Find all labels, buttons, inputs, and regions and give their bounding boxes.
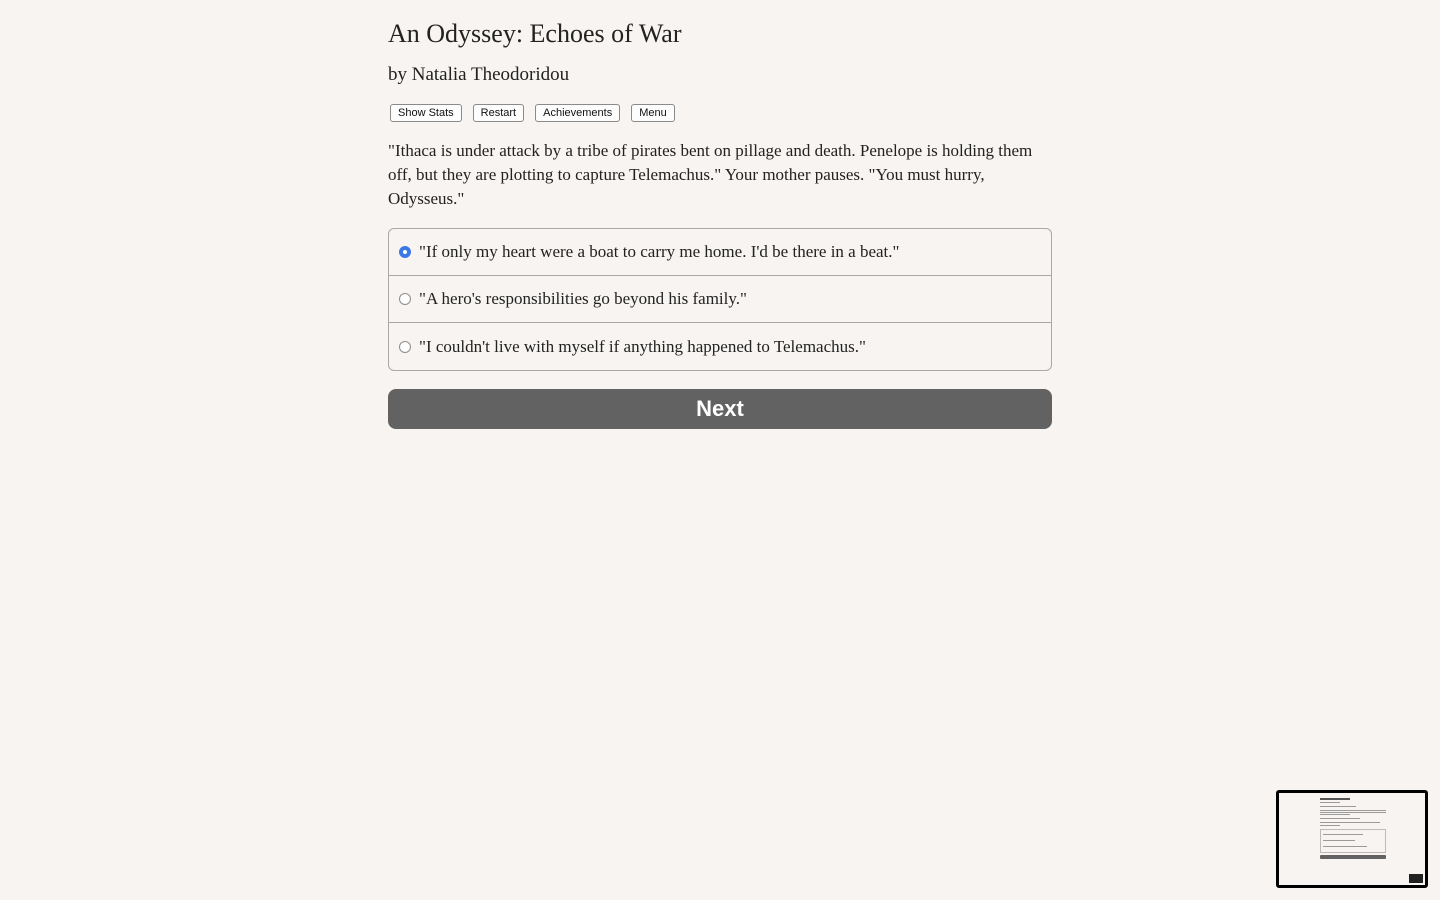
page-thumbnail-preview[interactable] — [1276, 790, 1428, 888]
thumb-text-line — [1320, 818, 1360, 819]
choice-label: "I couldn't live with myself if anything happened to Telemachus." — [419, 336, 866, 356]
thumb-text-line — [1320, 822, 1380, 823]
story-title: An Odyssey: Echoes of War — [388, 19, 682, 48]
menu-button[interactable]: Menu — [631, 104, 675, 122]
thumb-next-button — [1320, 855, 1386, 859]
choice-label: "If only my heart were a boat to carry me home. I'd be there in a beat." — [419, 242, 900, 261]
choice-list — [388, 228, 1052, 371]
thumb-choice-line — [1323, 834, 1363, 835]
radio-icon[interactable] — [399, 293, 411, 305]
achievements-button[interactable]: Achievements — [535, 104, 620, 122]
narrative-text: "Ithaca is under attack by a tribe of pirates bent on pillage and death. Penelope is holding them off, but they are plotting to capture Telemachus." Your mother pauses. "You must hurry, Odysseus." — [388, 141, 1033, 208]
thumb-text-line — [1320, 810, 1386, 811]
thumb-text-line — [1320, 812, 1386, 813]
next-button[interactable]: Next — [388, 389, 1052, 429]
thumb-choice-line — [1323, 846, 1367, 847]
thumb-toolbar-line — [1320, 806, 1356, 807]
thumb-title-line — [1320, 798, 1350, 800]
radio-icon[interactable] — [399, 341, 411, 353]
show-stats-button[interactable]: Show Stats — [390, 104, 462, 122]
thumb-choices-box — [1320, 829, 1386, 853]
toolbar — [390, 104, 675, 122]
choice-option-2[interactable] — [389, 276, 1051, 323]
restart-button[interactable]: Restart — [473, 104, 524, 122]
choice-label: "A hero's responsibilities go beyond his family." — [419, 289, 747, 308]
thumb-corner-marker — [1409, 874, 1423, 883]
thumb-text-line — [1320, 814, 1350, 815]
radio-selected-icon[interactable] — [399, 246, 411, 258]
thumb-choice-line — [1323, 840, 1355, 841]
thumb-author-line — [1320, 802, 1340, 803]
thumb-text-line — [1320, 825, 1340, 826]
choice-option-1[interactable] — [389, 229, 1051, 276]
story-author: by Natalia Theodoridou — [388, 64, 570, 85]
choice-option-3[interactable] — [389, 323, 1051, 370]
